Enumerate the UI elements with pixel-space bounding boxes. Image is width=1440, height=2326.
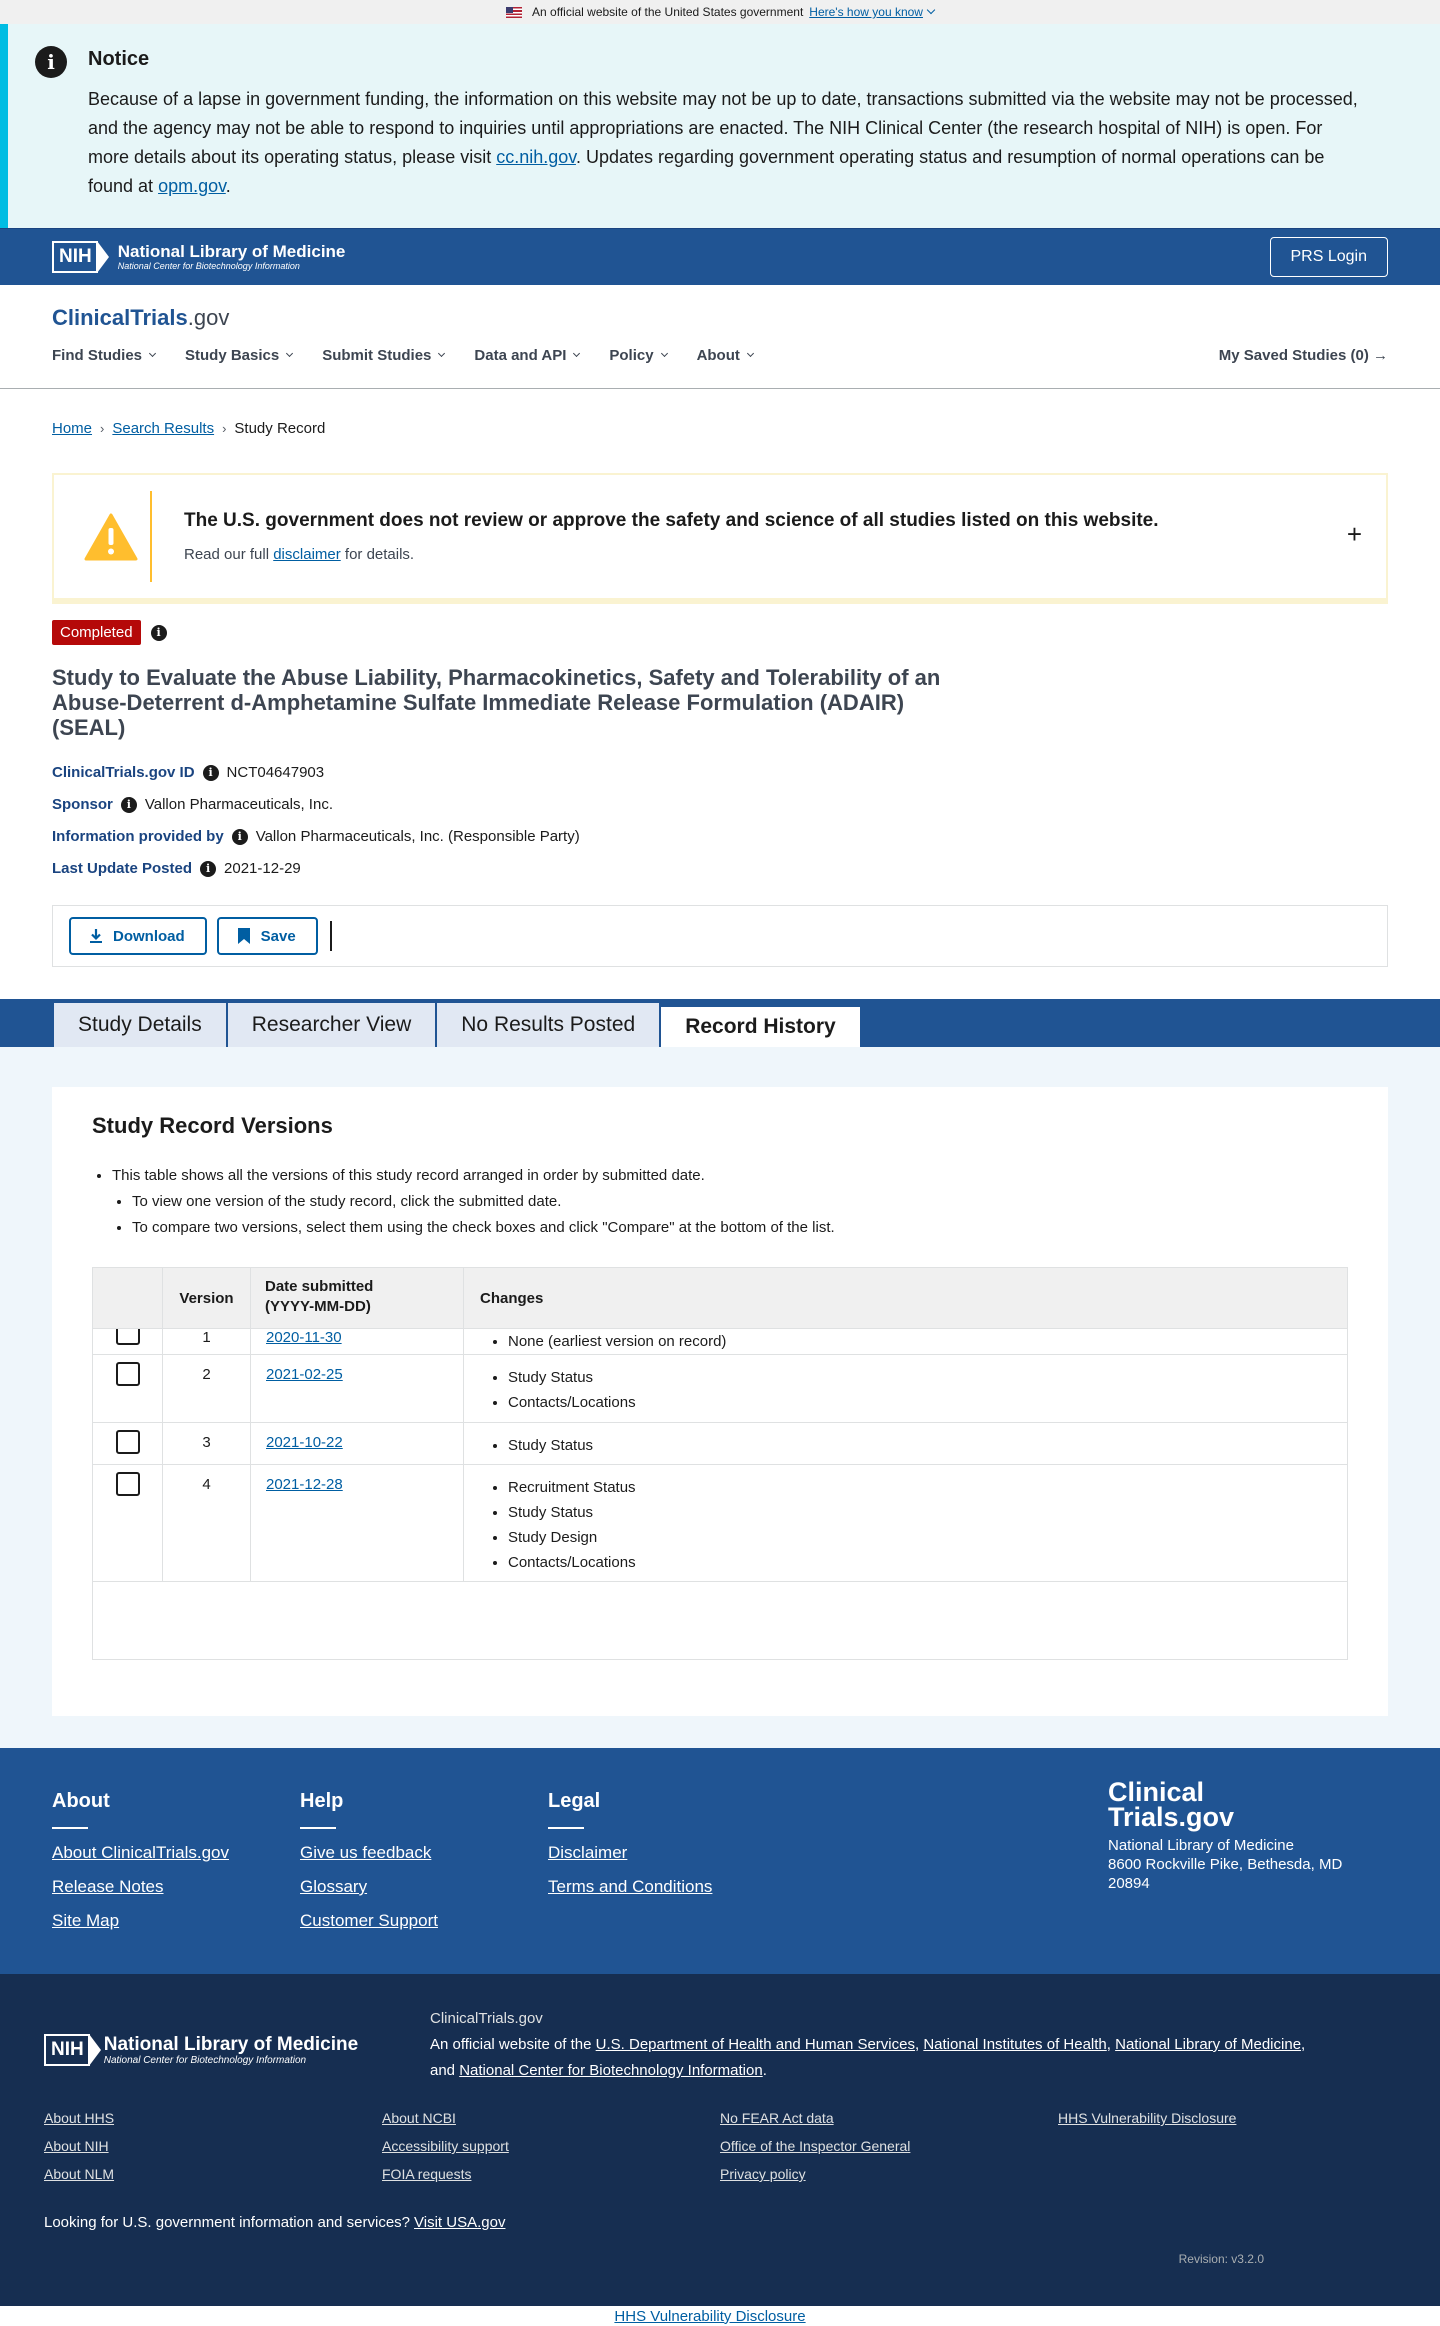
footer-link[interactable]: Accessibility support — [382, 2138, 509, 2154]
breadcrumb — [0, 389, 1440, 445]
footer-rule — [52, 1827, 88, 1829]
arrow-right-icon: → — [1373, 347, 1388, 364]
version-date-link[interactable]: 2021-10-22 — [266, 1434, 343, 1451]
instruction-item: • This table shows all the versions of this study record arranged in order by submitted date. — [112, 1163, 1348, 1189]
table-row — [93, 1422, 1347, 1464]
footer-link[interactable]: FOIA requests — [382, 2166, 472, 2182]
footer-heading: About — [52, 1790, 110, 1812]
tab-record-history[interactable]: Record History — [661, 1003, 862, 1047]
main-nav — [52, 347, 1388, 364]
disclaimer-headline: The U.S. government does not review or approve the safety and science of all studies listed on this website. — [184, 510, 1159, 531]
clinicaltrials-logo[interactable]: ClinicalTrials.gov — [52, 305, 230, 330]
table-row — [93, 1328, 1347, 1354]
tab-researcher-view[interactable]: Researcher View — [228, 1003, 438, 1047]
chevron-down-icon — [747, 350, 754, 357]
gov-banner-text: An official website of the United States government — [532, 5, 804, 19]
disclaimer-link[interactable]: disclaimer — [273, 546, 341, 563]
nlm-link[interactable]: National Library of Medicine — [1115, 2036, 1302, 2053]
notice-text: Because of a lapse in government funding, the information on this website may not be up to date, transactions submitted via the website may not be processed, and the agency may not be able to respond to inquiries until appropriations are enacted. The NIH Clinical Center (the research hospital of NIH) is open. For more details about its operating status, please visit cc.nih.gov. Updates regarding government operating status and resumption of normal operations can be found at opm.gov. — [88, 89, 1358, 196]
breadcrumb-current: Study Record — [234, 419, 326, 437]
footer-link[interactable]: About NLM — [44, 2166, 115, 2182]
footer-secondary — [0, 1974, 1440, 2306]
info-icon: i — [35, 46, 67, 78]
status-row — [0, 604, 1440, 645]
expand-plus-icon[interactable]: + — [1346, 519, 1362, 549]
footer-legal — [548, 1790, 796, 1974]
prs-login-button[interactable]: PRS Login — [1270, 237, 1389, 277]
cc-nih-link[interactable]: cc.nih.gov — [496, 147, 576, 167]
meta-row — [52, 764, 1388, 781]
instruction-item: • To view one version of the study record, click the submitted date. — [132, 1189, 1348, 1215]
version-checkbox[interactable] — [116, 1430, 140, 1454]
nlm-subtitle: National Center for Biotechnology Information — [117, 260, 300, 271]
date-column-header: Date submitted (YYYY-MM-DD) — [251, 1268, 464, 1328]
footer-link[interactable]: About HHS — [44, 2110, 115, 2126]
table-footer — [93, 1581, 1347, 1659]
meta-value: 2021-12-29 — [224, 860, 301, 877]
bookmark-icon — [237, 927, 251, 945]
nih-logo-icon: NIH — [44, 2034, 90, 2066]
version-date-link[interactable]: 2020-11-30 — [266, 1329, 342, 1346]
nav-find-studies[interactable]: Find Studies — [52, 347, 155, 364]
change-item: • Contacts/Locations — [508, 1390, 1332, 1415]
footer-brand — [1108, 1777, 1343, 1893]
footer-link[interactable]: Glossary — [300, 1877, 368, 1896]
chevron-down-icon — [149, 350, 156, 357]
nav-study-basics[interactable]: Study Basics — [185, 347, 292, 364]
info-icon[interactable]: i — [121, 797, 137, 813]
change-item: • Study Status — [508, 1365, 1332, 1390]
version-column-header: Version — [163, 1268, 251, 1328]
meta-value: Vallon Pharmaceuticals, Inc. (Responsible Party) — [255, 828, 580, 845]
info-icon[interactable]: i — [232, 829, 248, 845]
table-header — [93, 1268, 1347, 1328]
version-number: 2 — [163, 1355, 251, 1422]
version-checkbox[interactable] — [116, 1362, 140, 1386]
meta-value: NCT04647903 — [226, 764, 325, 781]
footer-heading: Legal — [548, 1790, 601, 1812]
breadcrumb-search-results[interactable]: Search Results — [112, 419, 215, 437]
footer-link[interactable]: About NIH — [44, 2138, 109, 2154]
footer-heading: Help — [300, 1790, 344, 1812]
version-date-link[interactable]: 2021-12-28 — [266, 1476, 343, 1493]
ct-header — [0, 285, 1440, 389]
action-divider — [330, 921, 332, 951]
hhs-link[interactable]: U.S. Department of Health and Human Services — [595, 2036, 915, 2053]
changes-column-header: Changes — [480, 1289, 544, 1307]
footer-help — [300, 1790, 548, 1974]
chevron-down-icon — [438, 350, 445, 357]
table-row — [93, 1464, 1347, 1581]
footer-link[interactable]: Terms and Conditions — [548, 1877, 713, 1896]
meta-row — [52, 828, 1388, 845]
table-row — [93, 1354, 1347, 1422]
opm-link[interactable]: opm.gov — [158, 176, 226, 196]
instruction-item: • To compare two versions, select them using the check boxes and click "Compare" at the bottom of the list. — [132, 1215, 1348, 1241]
version-number: 4 — [163, 1465, 251, 1581]
version-number: 1 — [163, 1329, 251, 1354]
info-icon[interactable]: i — [203, 765, 219, 781]
ncbi-link[interactable]: National Center for Biotechnology Information — [459, 2062, 763, 2079]
chevron-down-icon — [661, 350, 668, 357]
info-icon[interactable]: i — [151, 625, 167, 641]
version-checkbox[interactable] — [116, 1328, 140, 1345]
tab-study-details[interactable]: Study Details — [54, 1003, 228, 1047]
save-button[interactable]: Save — [217, 917, 318, 955]
disclaimer-alert — [52, 473, 1388, 604]
usa-gov-link[interactable]: Visit USA.gov — [414, 2214, 506, 2231]
revision-text: Revision: v3.2.0 — [1178, 2252, 1264, 2266]
info-icon[interactable]: i — [200, 861, 216, 877]
meta-value: Vallon Pharmaceuticals, Inc. — [144, 796, 333, 813]
nih-link[interactable]: National Institutes of Health — [923, 2036, 1107, 2053]
footer-address: National Library of Medicine 8600 Rockville Pike, Bethesda, MD 20894 — [1108, 1837, 1343, 1892]
footer-logo[interactable]: Clinical Trials.gov — [1108, 1777, 1235, 1832]
heres-how-you-know-link[interactable]: Here's how you know — [809, 5, 934, 19]
nav-data-and-api[interactable]: Data and API — [474, 347, 579, 364]
nlm-footer-logo[interactable]: NIH National Library of Medicine National Center for Biotechnology Information — [44, 2016, 430, 2084]
change-item: • Recruitment Status — [508, 1475, 1332, 1500]
chevron-right-icon: › — [222, 420, 227, 436]
footer-rule — [548, 1827, 584, 1829]
disclaimer-divider — [150, 491, 152, 582]
change-item: • Contacts/Locations — [508, 1550, 1332, 1575]
meta-label: Information provided by — [52, 828, 224, 845]
nlm-logo[interactable] — [52, 241, 345, 273]
download-button[interactable]: Download — [69, 917, 207, 955]
footer-link[interactable]: Office of the Inspector General — [720, 2138, 911, 2154]
footer-link[interactable]: About ClinicalTrials.gov — [52, 1843, 229, 1862]
study-title: Study to Evaluate the Abuse Liability, Pharmacokinetics, Safety and Tolerability of an Abuse-Deterrent d-Amphetamine Sulfate Immediate Release Formulation (ADAIR) (SEAL) — [52, 665, 941, 740]
version-number: 3 — [163, 1423, 251, 1464]
my-saved-studies-link[interactable]: My Saved Studies (0) → — [1218, 347, 1388, 364]
record-history-section — [0, 1047, 1440, 1748]
meta-label: Sponsor — [52, 796, 113, 813]
change-item: • Study Design — [508, 1525, 1332, 1550]
versions-table — [92, 1267, 1348, 1660]
footer-link[interactable]: No FEAR Act data — [720, 2110, 834, 2126]
chevron-down-icon — [286, 350, 293, 357]
version-checkbox[interactable] — [116, 1472, 140, 1496]
change-item: • Study Status — [508, 1433, 1332, 1458]
warning-icon — [84, 513, 138, 561]
footer-link[interactable]: Site Map — [52, 1911, 120, 1930]
tab-no-results-posted[interactable]: No Results Posted — [437, 1003, 661, 1047]
chevron-right-icon: › — [100, 420, 105, 436]
disclaimer-body: Read our full disclaimer for details. — [184, 546, 415, 563]
meta-label: ClinicalTrials.gov ID — [52, 764, 195, 781]
footer-link[interactable]: About NCBI — [382, 2110, 456, 2126]
footer-primary — [0, 1748, 1440, 1974]
history-title: Study Record Versions — [92, 1113, 333, 1138]
nav-about[interactable]: About — [697, 347, 753, 364]
nav-submit-studies[interactable]: Submit Studies — [322, 347, 444, 364]
chevron-down-icon — [927, 6, 935, 14]
nlm-header — [0, 228, 1440, 285]
bottom-strip — [0, 2306, 1440, 2326]
footer-link[interactable]: Customer Support — [300, 1911, 438, 1930]
gov-banner — [0, 0, 1440, 24]
footer-links — [44, 2110, 1396, 2194]
action-bar — [52, 905, 1388, 967]
meta-row — [52, 796, 1388, 813]
status-badge: Completed — [52, 620, 141, 645]
tabs-bar — [0, 999, 1440, 1047]
usa-gov-text: Looking for U.S. government information and services? Visit USA.gov — [44, 2214, 506, 2231]
version-date-link[interactable]: 2021-02-25 — [266, 1366, 343, 1383]
footer-rule — [300, 1827, 336, 1829]
select-column-header — [93, 1268, 163, 1328]
footer-link[interactable]: Give us feedback — [300, 1843, 432, 1862]
meta-row — [52, 860, 1388, 877]
footer-link[interactable]: Disclaimer — [548, 1843, 628, 1862]
change-item: • Study Status — [508, 1500, 1332, 1525]
nav-policy[interactable]: Policy — [609, 347, 666, 364]
download-icon — [89, 928, 103, 944]
history-instructions — [92, 1163, 1348, 1241]
breadcrumb-home[interactable]: Home — [52, 419, 93, 437]
us-flag-icon — [506, 7, 522, 18]
footer-link[interactable]: HHS Vulnerability Disclosure — [1058, 2110, 1237, 2126]
nlm-title: National Library of Medicine — [117, 241, 346, 261]
chevron-down-icon — [573, 350, 580, 357]
official-website-text: ClinicalTrials.gov An official website of the U.S. Department of Health and Human Services, National Institutes of Health, National Library of Medicine, and National Center for Biotechnology Information. — [430, 2010, 1306, 2079]
record-history-card — [52, 1087, 1388, 1716]
notice-title: Notice — [88, 48, 150, 70]
nih-logo-icon: NIH — [52, 241, 98, 273]
footer-about — [52, 1790, 300, 1974]
notice-banner — [0, 24, 1440, 228]
hhs-vulnerability-link[interactable]: HHS Vulnerability Disclosure — [614, 2307, 806, 2325]
meta-label: Last Update Posted — [52, 860, 193, 877]
study-meta — [0, 740, 1440, 877]
change-item: • None (earliest version on record) — [508, 1329, 1332, 1354]
footer-link[interactable]: Release Notes — [52, 1877, 164, 1896]
footer-link[interactable]: Privacy policy — [720, 2166, 806, 2182]
